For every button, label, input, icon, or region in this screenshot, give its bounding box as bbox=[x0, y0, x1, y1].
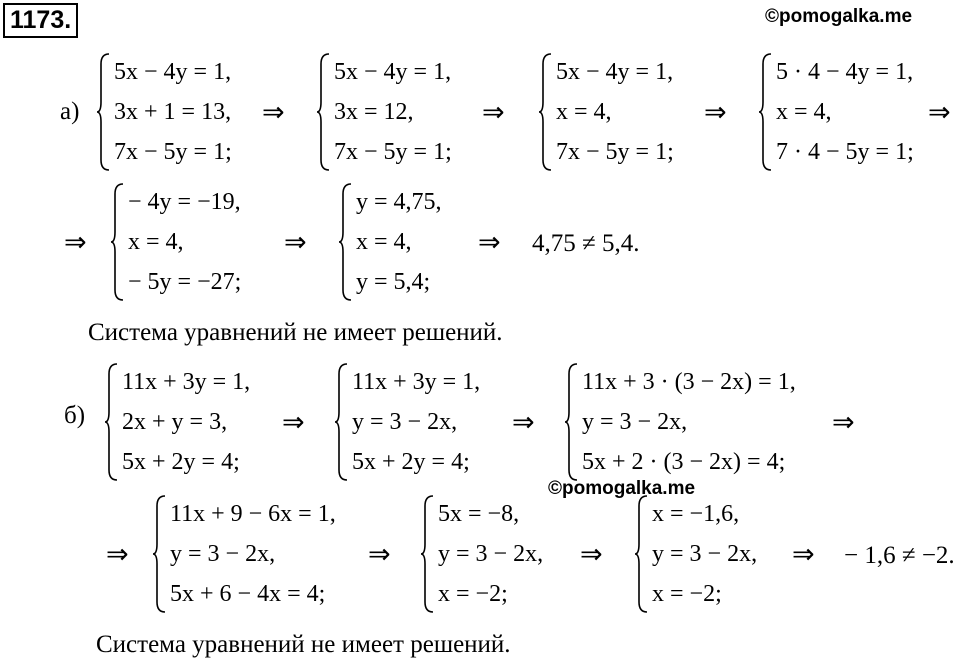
implies-arrow: ⇒ bbox=[832, 407, 855, 438]
equation: x = 4, bbox=[556, 99, 612, 125]
brace-icon bbox=[152, 494, 168, 614]
implies-arrow: ⇒ bbox=[482, 97, 505, 128]
system-a4 bbox=[758, 52, 928, 172]
brace-icon bbox=[538, 52, 554, 172]
brace-icon bbox=[96, 52, 112, 172]
comparison-result: − 1,6 ≠ −2. bbox=[844, 542, 955, 569]
implies-arrow: ⇒ bbox=[792, 539, 815, 570]
implies-arrow: ⇒ bbox=[282, 407, 305, 438]
equation: 5x + 2y = 4; bbox=[122, 449, 240, 475]
system-a3 bbox=[538, 52, 698, 172]
equation: y = 3 − 2x, bbox=[582, 409, 688, 435]
implies-arrow: ⇒ bbox=[512, 407, 535, 438]
system-b2 bbox=[334, 362, 504, 482]
equation: x = 4, bbox=[356, 229, 412, 255]
equation: 7x − 5y = 1; bbox=[556, 139, 674, 165]
equation: 5 · 4 − 4y = 1, bbox=[776, 59, 914, 85]
equation: x = −2; bbox=[438, 581, 508, 607]
implies-arrow: ⇒ bbox=[580, 539, 603, 570]
equation: x = −2; bbox=[652, 581, 722, 607]
system-b3 bbox=[564, 362, 824, 482]
equation: 5x + 2 · (3 − 2x) = 4; bbox=[582, 449, 786, 475]
brace-icon bbox=[316, 52, 332, 172]
system-a6 bbox=[338, 182, 458, 302]
brace-icon bbox=[338, 182, 354, 302]
system-a5 bbox=[110, 182, 270, 302]
equation: x = 4, bbox=[776, 99, 832, 125]
implies-arrow: ⇒ bbox=[284, 227, 307, 258]
equation: 11x + 9 − 6x = 1, bbox=[170, 501, 336, 527]
equation: 5x − 4y = 1, bbox=[334, 59, 452, 85]
equation: x = −1,6, bbox=[652, 501, 740, 527]
equation: 7x − 5y = 1; bbox=[114, 139, 232, 165]
part-a-label: а) bbox=[60, 98, 80, 125]
brace-icon bbox=[420, 494, 436, 614]
equation: 11x + 3y = 1, bbox=[352, 369, 481, 395]
implies-arrow: ⇒ bbox=[262, 97, 285, 128]
equation: 3x + 1 = 13, bbox=[114, 99, 232, 125]
implies-arrow: ⇒ bbox=[368, 539, 391, 570]
problem-number: 1173. bbox=[3, 3, 78, 38]
equation: x = 4, bbox=[128, 229, 184, 255]
system-a2 bbox=[316, 52, 476, 172]
watermark-top: ©pomogalka.me bbox=[765, 6, 913, 27]
equation: 5x = −8, bbox=[438, 501, 520, 527]
comparison-result: 4,75 ≠ 5,4. bbox=[532, 230, 640, 257]
equation: 7x − 5y = 1; bbox=[334, 139, 452, 165]
equation: y = 3 − 2x, bbox=[438, 541, 544, 567]
equation: 5x − 4y = 1, bbox=[556, 59, 674, 85]
equation: 2x + y = 3, bbox=[122, 409, 228, 435]
system-a1 bbox=[96, 52, 266, 172]
implies-arrow: ⇒ bbox=[106, 539, 129, 570]
brace-icon bbox=[758, 52, 774, 172]
equation: y = 5,4; bbox=[356, 269, 431, 295]
implies-arrow: ⇒ bbox=[64, 227, 87, 258]
part-b-label: б) bbox=[64, 402, 86, 429]
brace-icon bbox=[110, 182, 126, 302]
equation: 7 · 4 − 5y = 1; bbox=[776, 139, 914, 165]
equation: 11x + 3 · (3 − 2x) = 1, bbox=[582, 369, 796, 395]
watermark-mid: ©pomogalka.me bbox=[548, 478, 696, 499]
brace-icon bbox=[104, 362, 120, 482]
equation: y = 3 − 2x, bbox=[170, 541, 276, 567]
implies-arrow: ⇒ bbox=[928, 97, 951, 128]
equation: y = 3 − 2x, bbox=[652, 541, 758, 567]
equation: y = 4,75, bbox=[356, 189, 442, 215]
equation: 5x − 4y = 1, bbox=[114, 59, 232, 85]
equation: y = 3 − 2x, bbox=[352, 409, 458, 435]
equation: − 5y = −27; bbox=[128, 269, 242, 295]
system-b5 bbox=[420, 494, 570, 614]
conclusion-a: Система уравнений не имеет решений. bbox=[88, 319, 503, 346]
brace-icon bbox=[334, 362, 350, 482]
equation: 5x + 6 − 4x = 4; bbox=[170, 581, 326, 607]
equation: 3x = 12, bbox=[334, 99, 414, 125]
system-b1 bbox=[104, 362, 274, 482]
system-b4 bbox=[152, 494, 362, 614]
equation: − 4y = −19, bbox=[128, 189, 241, 215]
conclusion-b: Система уравнений не имеет решений. bbox=[96, 631, 511, 658]
equation: 11x + 3y = 1, bbox=[122, 369, 251, 395]
implies-arrow: ⇒ bbox=[478, 227, 501, 258]
implies-arrow: ⇒ bbox=[704, 97, 727, 128]
equation: 5x + 2y = 4; bbox=[352, 449, 470, 475]
brace-icon bbox=[634, 494, 650, 614]
system-b6 bbox=[634, 494, 784, 614]
brace-icon bbox=[564, 362, 580, 482]
